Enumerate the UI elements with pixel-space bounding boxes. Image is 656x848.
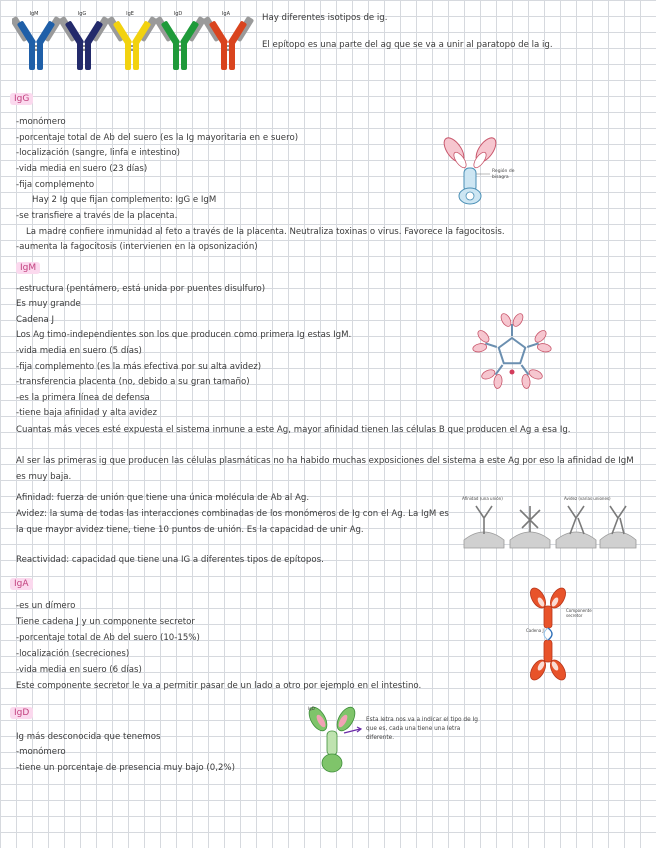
iga-line: Tiene cadena J y un componente secretor xyxy=(16,617,195,627)
igg-line: -localización (sangre, linfa e intestino) xyxy=(16,148,180,158)
iga-line: -localización (secreciones) xyxy=(16,649,130,659)
igg-antibody-figure xyxy=(440,130,515,210)
iga-jchain-label: Cadena J xyxy=(526,628,544,633)
avidity-paragraph: Avidez: la suma de todas las interacciones combinadas de los monómeros de Ig con el Ag. La IgM es la que mayor avidez tiene, tiene 10 puntos de unión. Es la capacidad de unir Ag. xyxy=(16,509,449,535)
igm-line: -fija complemento (es la más efectiva por su alta avidez) xyxy=(16,362,262,372)
iga-line: -es un dímero xyxy=(16,601,76,611)
igg-line: Hay 2 Ig que fijan complemento: IgG e IgM xyxy=(32,195,217,205)
igd-heading: IgD xyxy=(10,707,33,719)
igm-line: -estructura (pentámero, está unida por puentes disulfuro) xyxy=(16,284,266,294)
svg-text:IgM: IgM xyxy=(29,11,39,17)
igm-line: -vida media en suero (5 días) xyxy=(16,346,142,356)
igg-figure-label: Región de bisagra xyxy=(492,169,515,180)
svg-text:IgD: IgD xyxy=(173,11,183,17)
igm-line: -tiene baja afinidad y alta avidez xyxy=(16,408,157,418)
isotype-ige-icon xyxy=(106,11,159,70)
pentamer-core xyxy=(499,338,526,363)
iga-line: -vida media en suero (6 días) xyxy=(16,665,142,675)
igm-line: Cadena J xyxy=(16,315,54,325)
igg-heading: IgG xyxy=(10,93,33,105)
affinity-avidity-figure xyxy=(460,494,640,554)
svg-text:IgG: IgG xyxy=(77,11,87,17)
igg-line: -porcentaje total de Ab del suero (es la Ig mayoritaria en e suero) xyxy=(16,133,299,143)
affinity-definition: Afinidad: fuerza de unión que tiene una única molécula de Ab al Ag. xyxy=(16,493,310,503)
pentamer-monomer xyxy=(470,327,501,359)
iga-secretory-label: Componente secretor xyxy=(566,608,592,618)
igm-line: -es la primera línea de defensa xyxy=(16,393,150,403)
igm-paragraph-affinity: Cuantas más veces esté expuesta el sistema inmune a este Ag, mayor afinidad tienen las células B que producen el Ag a esa Ig. xyxy=(16,425,571,435)
svg-text:IgA: IgA xyxy=(221,11,231,17)
isotype-igg-icon xyxy=(58,11,111,70)
igm-pentamer-figure xyxy=(470,312,554,392)
igd-line: Ig más desconocida que tenemos xyxy=(16,732,161,742)
reactivity-definition: Reactividad: capacidad que tiene una IG a diferentes tipos de epítopos. xyxy=(16,555,324,565)
igm-line: Los Ag timo-independientes son los que producen como primera Ig estas IgM. xyxy=(16,330,352,340)
svg-text:IgE: IgE xyxy=(126,11,134,17)
igg-line: -se transfiere a través de la placenta. xyxy=(16,211,178,221)
igm-line: -transferencia placenta (no, debido a su gran tamaño) xyxy=(16,377,250,387)
isotypes-figure xyxy=(12,8,256,82)
pentamer-monomer xyxy=(499,312,525,336)
isotype-igd-icon xyxy=(154,11,207,70)
igg-line: -monómero xyxy=(16,117,66,127)
j-chain xyxy=(510,370,515,375)
intro-line-1: Hay diferentes isotipos de ig. xyxy=(262,13,388,23)
igg-line: La madre confiere inmunidad al feto a través de la placenta. Neutraliza toxinas o virus. Favorece la fagocitosis. xyxy=(26,227,505,237)
affinity-figure-label: Afinidad (una unión) xyxy=(462,496,503,501)
igg-line: -fija complemento xyxy=(16,180,95,190)
igd-line: -monómero xyxy=(16,747,66,757)
isotype-igm-icon xyxy=(12,11,62,70)
isotype-iga-icon xyxy=(202,11,255,70)
igg-line: -vida media en suero (23 días) xyxy=(16,164,148,174)
igm-paragraph-low-affinity: Al ser las primeras ig que producen las células plasmáticas no ha habido muchas exposiciones del sistema a este Ag por eso la afinidad de IgM es muy baja. xyxy=(16,456,634,482)
igd-note: Esta letra nos va a indicar el tipo de Ig que es, cada una tiene una letra diferente. xyxy=(366,717,478,741)
intro-line-2: El epítopo es una parte del ag que se va a unir al paratopo de la ig. xyxy=(262,40,553,50)
igg-line: -aumenta la fagocitosis (intervienen en la opsonización) xyxy=(16,242,258,252)
iga-heading: IgA xyxy=(10,578,33,590)
pentamer-monomer xyxy=(523,327,554,359)
iga-line: Este componente secretor le va a permitir pasar de un lado a otro por ejemplo en el intestino. xyxy=(16,681,422,691)
iga-line: -porcentaje total de Ab del suero (10-15%) xyxy=(16,633,200,643)
iga-dimer-figure xyxy=(526,584,592,684)
avidity-figure-label: Avidez (varias uniones) xyxy=(564,496,611,501)
igm-heading: IgM xyxy=(16,262,40,274)
igd-line: -tiene un porcentaje de presencia muy bajo (0,2%) xyxy=(16,763,235,773)
igd-figure-label: IgD xyxy=(308,706,315,711)
igm-line: Es muy grande xyxy=(16,299,81,309)
igd-antibody-figure xyxy=(304,703,364,777)
